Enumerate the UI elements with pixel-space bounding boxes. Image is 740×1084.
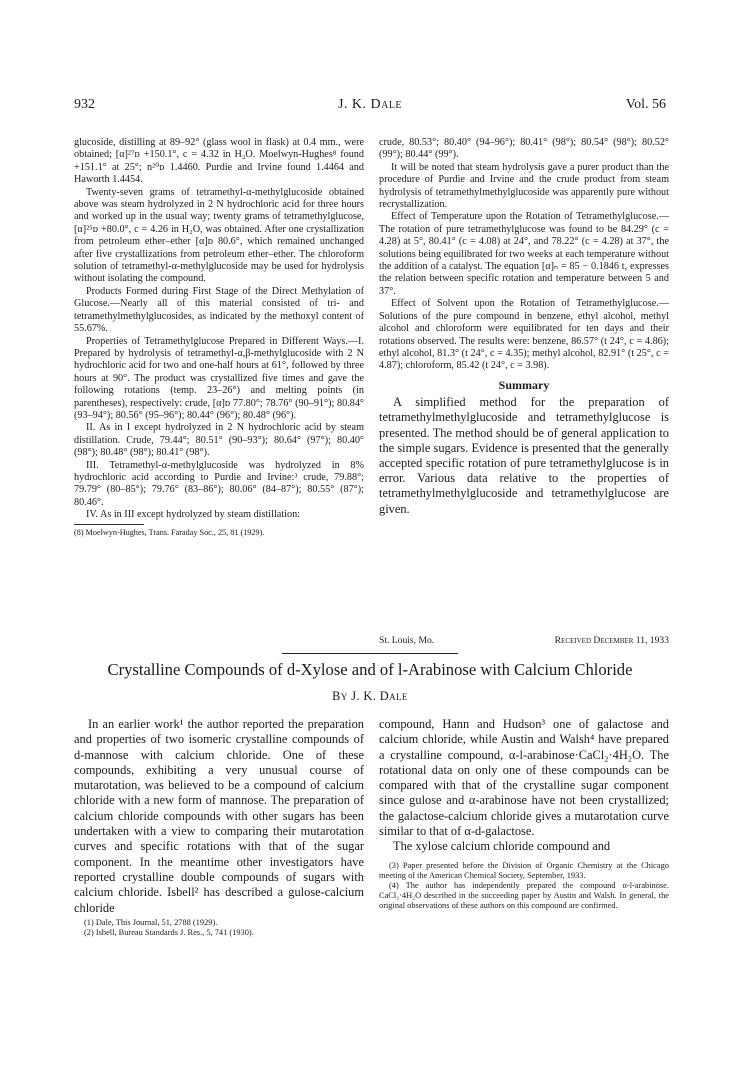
paragraph: Effect of Solvent upon the Rotation of Tetramethylglucose.—Solutions of the pure compound in benzene, ethyl alcohol, methyl alcohol and chloroform were equilibrated for ten days and their rotations observed. The results were: benzene, 86.57° (t 24°, c = 4.86); ethyl alcohol, 81.3° (t 24°, c = 4.35); methyl alcohol, 82.91° (t 25°, c = 4.87); chloroform, 85.42 (t 24°, c = 3.98). xyxy=(379,298,669,372)
summary-text: A simplified method for the preparation of tetramethylmethylglucoside and tetramethylglucose is presented. The method should be of general application to the simple sugars. Evidence is presented that the generally accepted specific rotation of pure tetramethylglucose is in error. Various data relative to the properties of tetramethylmethylglucoside and tetramethylglucose are given. xyxy=(379,395,669,516)
paragraph: II. As in I except hydrolyzed in 2 N hydrochloric acid by steam distillation. Crude, 79.44°; 80.51° (90–93°); 80.64° (97°); 80.40° (98°); 80.48° (98°); 80.41° (98°). xyxy=(74,422,364,459)
footnote: (3) Paper presented before the Division of Organic Chemistry at the Chicago meeting of the American Chemical Society, September, 1933. xyxy=(379,860,669,880)
paragraph: crude, 80.53°; 80.40° (94–96°); 80.41° (98°); 80.54° (98°); 80.52° (99°); 80.44° (99°). xyxy=(379,137,669,161)
received-date: Received December 11, 1933 xyxy=(554,635,669,646)
footnote: (2) Isbell, Bureau Standards J. Res., 5, 741 (1930). xyxy=(84,928,254,938)
paragraph: Properties of Tetramethylglucose Prepared in Different Ways.—I. Prepared by hydrolysis of tetramethyl-α,β-methylglucoside with 2 N hydrochloric acid for two and one-half hours at 61°, followed by three hours at 90°. The product was crystallized five times and gave the following rotations (temp. 23–26°) and melting points (in parentheses), respectively: crude, [α]ᴅ 77.80°; 78.76° (90–91°); 80.84° (93–94°); 80.56° (95–96°); 80.44° (96°); 80.48° (96°). xyxy=(74,335,364,421)
footnote: (1) Dale, This Journal, 51, 2788 (1929). xyxy=(84,917,218,927)
volume-label: Vol. 56 xyxy=(625,97,666,112)
paragraph: It will be noted that steam hydrolysis gave a purer product than the procedure of Purdie and Irvine and the crude product from steam hydrolysis of tetramethylmethylglucoside was apparently pure without recrystallization. xyxy=(379,161,669,211)
paragraph: III. Tetramethyl-α-methylglucoside was hydrolyzed in 8% hydrochloric acid according to Purdie and Irvine:³ crude, 79.88°; 79.79° (80–85°); 79.76° (83–86°); 80.06° (84–87°); 80.55° (87°); 80.46°. xyxy=(74,459,364,508)
summary-heading: Summary xyxy=(498,377,550,392)
paragraph: The xylose calcium chloride compound and xyxy=(393,839,611,854)
article-title: Crystalline Compounds of d-Xylose and of l-Arabinose with Calcium Chloride xyxy=(107,660,633,679)
paragraph: Twenty-seven grams of tetramethyl-α-methylglucoside obtained above was steam hydrolyzed in 2 N hydrochloric acid for three hours and worked up in the usual way; twenty grams of tetramethylglucose, [α]²⁵ᴅ +80.0°, c = 4.26 in H₂O, was obtained. After one crystallization from petroleum ether–ether [α]ᴅ 80.6°, which remained unchanged after five crystallizations from petroleum ether–ether. The chloroform solution of tetramethyl-α-methylglucoside may be used for hydrolysis without isolating the compound. xyxy=(74,186,364,285)
signature-place: St. Louis, Mo. xyxy=(379,635,435,646)
paragraph: Effect of Temperature upon the Rotation of Tetramethylglucose.—The rotation of pure tetramethylglucose was found to be 84.29° (c = 4.28) at 5°, 80.41° (c = 4.08) at 24°, and 78.22° (c = 4.28) at 37°, the solutions being equilibrated for two weeks at each temperature without the addition of a catalyst. The equation [α]ₙ = 85 − 0.1846 t, expresses the relation between specific rotation and temperature between 5 and 37°. xyxy=(379,211,669,297)
left-column xyxy=(74,137,364,538)
article2-right-column xyxy=(379,717,669,912)
footnote-rule xyxy=(74,524,144,525)
paragraph: glucoside, distilling at 89–92° (glass wool in flask) at 0.4 mm., were obtained; [α]²⁷ᴅ +150.1°, c = 4.32 in H₂O. Moelwyn-Hughes⁸ found +151.1° at 25°; n²⁰ᴅ 1.4460. Purdie and Irvine found 1.4464 and Haworth 1.4454. xyxy=(74,137,364,186)
paragraph: Products Formed during First Stage of the Direct Methylation of Glucose.—Nearly all of this material consisted of tri- and tetramethylmethylglucosides, as indicated by the methoxyl content of 55.67%. xyxy=(74,285,364,335)
article-byline: By J. K. Dale xyxy=(332,689,408,703)
footnote: (8) Moelwyn-Hughes, Trans. Faraday Soc., 25, 81 (1929). xyxy=(74,527,265,537)
page-header xyxy=(74,97,666,117)
running-head: J. K. Dale xyxy=(337,97,403,112)
right-column xyxy=(379,137,669,517)
page-number: 932 xyxy=(74,97,95,112)
footnote: (4) The author has independently prepared the compound α-l-arabinose. CaCl₂·4H₂O described in the succeeding paper by Austin and Walsh. In general, the original observations of these authors on this compound are confirmed. xyxy=(379,881,669,911)
article2-left-column xyxy=(74,717,364,938)
paragraph: compound, Hann and Hudson³ one of galactose and calcium chloride, while Austin and Walsh⁴ have prepared a crystalline compound, α-l-arabinose·CaCl₂·4H₂O. The rotational data on only one of these compounds can be compared with that of the crystalline sugar component since gulose and α-arabinose have not been crystallized; the galactose-calcium chloride gives a mutarotation curve similar to that of α-d-galactose. xyxy=(379,717,669,839)
paragraph: In an earlier work¹ the author reported the preparation and properties of two isomeric crystalline compounds of d-mannose with calcium chloride. One of these compounds, exhibiting a very unusual course of mutarotation, was believed to be a compound of calcium chloride with a new form of mannose. The preparation of calcium chloride compounds with other sugars has been undertaken with a view to comparing their mutarotation curves and specific rotations with that of the sugar component. In the meantime other investigators have reported crystalline double compounds of sugars with calcium chloride. Isbell² has described a gulose-calcium chloride xyxy=(74,717,364,915)
paragraph: IV. As in III except hydrolyzed by steam distillation: xyxy=(86,509,300,521)
article-divider xyxy=(282,653,458,654)
